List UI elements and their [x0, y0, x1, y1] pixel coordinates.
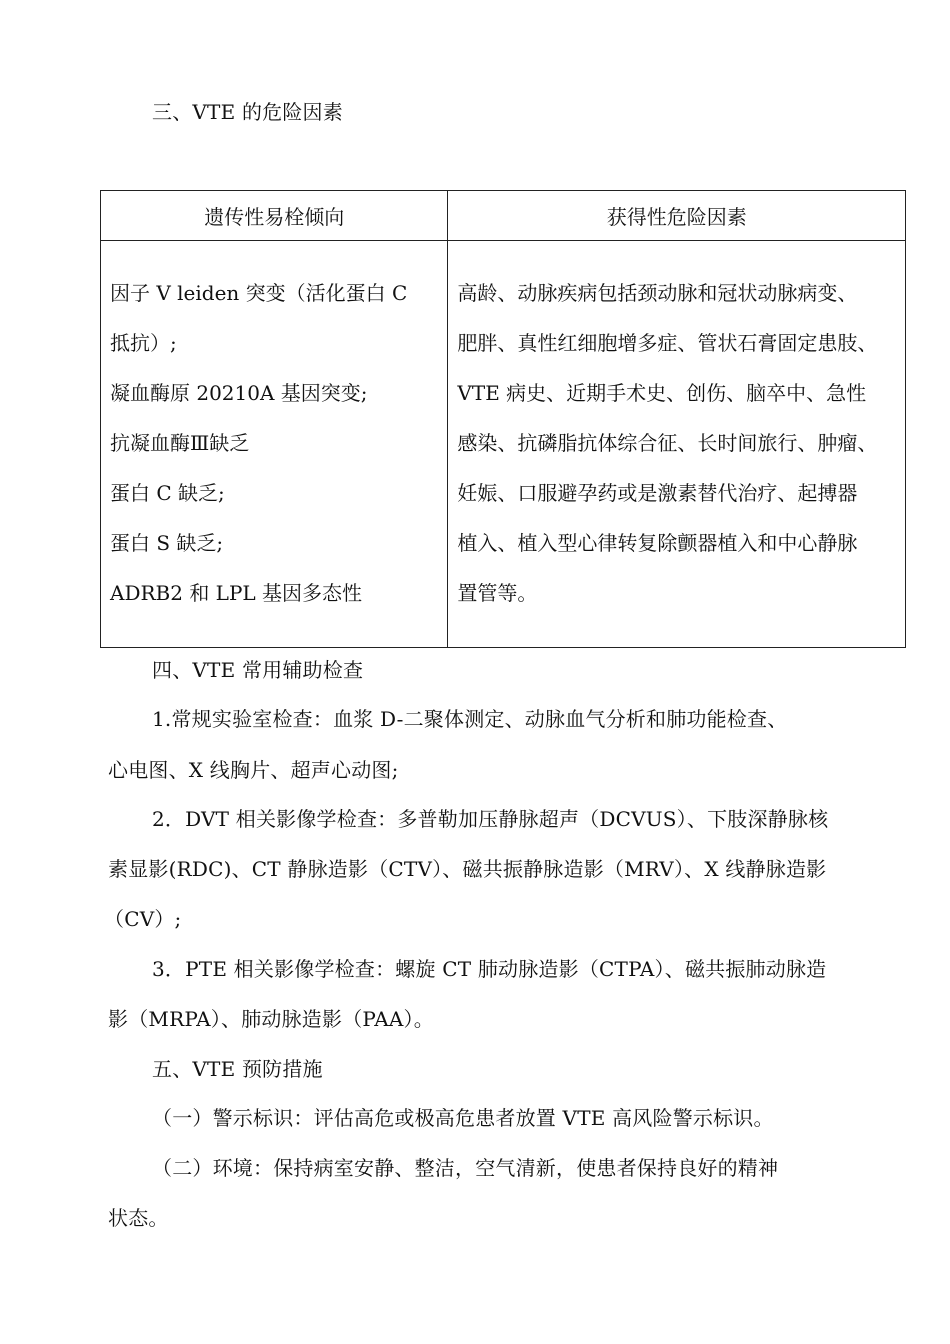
hereditary-line: 抵抗）; — [110, 331, 177, 355]
section5-item2-line2: 状态。 — [108, 1206, 169, 1230]
section4-item1-line2: 心电图、X 线胸片、超声心动图; — [108, 758, 399, 782]
hereditary-line: 蛋白 S 缺乏; — [110, 531, 224, 555]
section4-item2-line2: 素显影(RDC)、CT 静脉造影（CTV）、磁共振静脉造影（MRV）、X 线静脉造影 — [108, 857, 827, 881]
section5-item2-line1: （二）环境：保持病室安静、整洁，空气清新，使患者保持良好的精神 — [152, 1156, 779, 1180]
section4-item3-line2: 影（MRPA）、肺动脉造影（PAA）。 — [108, 1007, 434, 1031]
section4-item2-line3: （CV）; — [104, 907, 182, 931]
acquired-line: 妊娠、口服避孕药或是激素替代治疗、起搏器 — [457, 481, 858, 505]
hereditary-line: ADRB2 和 LPL 基因多态性 — [110, 581, 363, 605]
section5-heading: 五、VTE 预防措施 — [152, 1057, 323, 1081]
acquired-line: 感染、抗磷脂抗体综合征、长时间旅行、肿瘤、 — [457, 431, 878, 455]
hereditary-line: 因子 V leiden 突变（活化蛋白 C — [110, 281, 408, 305]
section5-item1: （一）警示标识：评估高危或极高危患者放置 VTE 高风险警示标识。 — [152, 1106, 774, 1130]
acquired-line: 置管等。 — [457, 581, 538, 605]
table-header-acquired: 获得性危险因素 — [448, 191, 906, 241]
section3-heading: 三、VTE 的危险因素 — [152, 100, 343, 124]
hereditary-line: 抗凝血酶Ⅲ缺乏 — [110, 431, 250, 455]
risk-factor-table — [100, 190, 906, 648]
section4-item2-line1: 2．DVT 相关影像学检查：多普勒加压静脉超声（DCVUS）、下肢深静脉核 — [152, 807, 829, 831]
acquired-cell — [448, 241, 906, 648]
section4-heading: 四、VTE 常用辅助检查 — [152, 658, 364, 682]
section4-item1-line1: 1.常规实验室检查：血浆 D-二聚体测定、动脉血气分析和肺功能检查、 — [152, 707, 788, 731]
section4-item3-line1: 3．PTE 相关影像学检查：螺旋 CT 肺动脉造影（CTPA）、磁共振肺动脉造 — [152, 957, 827, 981]
acquired-line: VTE 病史、近期手术史、创伤、脑卒中、急性 — [457, 381, 867, 405]
table-header-hereditary: 遗传性易栓倾向 — [101, 191, 448, 241]
acquired-line: 高龄、动脉疾病包括颈动脉和冠状动脉病变、 — [457, 281, 858, 305]
hereditary-cell — [101, 241, 448, 648]
hereditary-line: 凝血酶原 20210A 基因突变; — [110, 381, 368, 405]
hereditary-line: 蛋白 C 缺乏; — [110, 481, 225, 505]
acquired-line: 植入、植入型心律转复除颤器植入和中心静脉 — [457, 531, 858, 555]
acquired-line: 肥胖、真性红细胞增多症、管状石膏固定患肢、 — [457, 331, 878, 355]
